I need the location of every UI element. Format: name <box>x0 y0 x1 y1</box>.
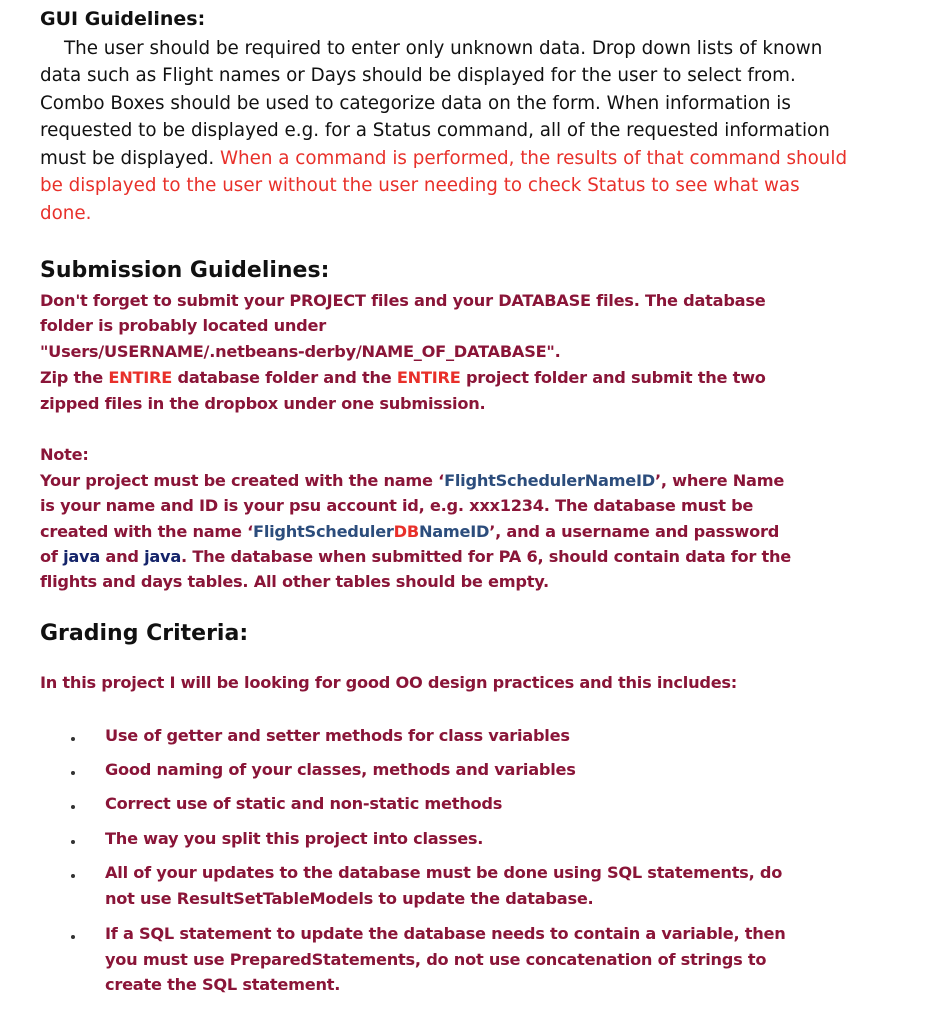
submission-line: Don't forget to submit your PROJECT files and your DATABASE files. The database <box>40 291 766 310</box>
gui-guidelines-heading: GUI Guidelines: <box>40 8 206 30</box>
bullet-icon <box>71 840 75 844</box>
note-line: flights and days tables. All other tables should be empty. <box>40 572 549 591</box>
db-name-highlight: DB <box>393 522 419 541</box>
note-line <box>40 547 791 566</box>
list-item-text: If a SQL statement to update the database needs to contain a variable, then <box>105 924 786 943</box>
list-item-text: Use of getter and setter methods for class variables <box>105 726 570 745</box>
grading-intro: In this project I will be looking for good OO design practices and this includes: <box>40 673 738 692</box>
note-line: is your name and ID is your psu account id, e.g. xxx1234. The database must be <box>40 496 754 515</box>
highlight: ENTIRE <box>396 368 461 387</box>
gui-line: data such as Flight names or Days should be displayed for the user to select from. <box>40 65 796 86</box>
gui-highlight-line: done. <box>40 203 92 224</box>
bullet-icon <box>71 771 75 775</box>
submission-line: zipped files in the dropbox under one submission. <box>40 394 486 413</box>
gui-highlight-line: be displayed to the user without the user needing to check Status to see what was <box>40 175 800 196</box>
list-item-text: All of your updates to the database must be done using SQL statements, do <box>105 863 783 882</box>
text: created with the name ‘ <box>40 522 254 541</box>
list-item-text: not use ResultSetTableModels to update the database. <box>105 888 594 908</box>
note-line <box>40 471 784 490</box>
list-item-text: Good naming of your classes, methods and variables <box>105 760 576 779</box>
bullet-icon <box>71 737 75 741</box>
submission-line <box>40 368 766 387</box>
text: of <box>40 547 64 566</box>
gui-line <box>40 148 847 169</box>
submission-line: "Users/USERNAME/.netbeans-derby/NAME_OF_DATABASE". <box>40 342 561 361</box>
text: . The database when submitted for PA 6, should contain data for the <box>181 547 792 566</box>
text: Zip the <box>40 368 109 387</box>
text: ’, and a username and password <box>489 522 780 541</box>
text: Your project must be created with the name ‘ <box>40 471 445 490</box>
highlight: ENTIRE <box>108 368 173 387</box>
text: ’, where Name <box>655 471 785 490</box>
db-name: FlightScheduler <box>253 522 394 541</box>
gui-line: Combo Boxes should be used to categorize data on the form. When information is <box>40 93 791 114</box>
note-line <box>40 522 779 541</box>
gui-line: requested to be displayed e.g. for a Status command, all of the requested information <box>40 120 830 141</box>
text: database folder and the <box>172 368 397 387</box>
project-name: FlightSchedulerNameID <box>444 471 655 490</box>
list-item-text: The way you split this project into classes. <box>105 829 484 848</box>
username: java <box>63 547 101 566</box>
note-heading: Note: <box>40 445 89 464</box>
password: java <box>144 547 182 566</box>
text: project folder and submit the two <box>460 368 766 387</box>
list-item-text: Correct use of static and non-static methods <box>105 794 503 813</box>
gui-highlight-text: When a command is performed, the results of that command should <box>219 148 848 169</box>
submission-line: folder is probably located under <box>40 316 326 335</box>
list-item-text: you must use PreparedStatements, do not use concatenation of strings to <box>105 949 767 969</box>
text: and <box>100 547 145 566</box>
gui-line: The user should be required to enter only unknown data. Drop down lists of known <box>64 38 823 59</box>
bullet-icon <box>71 805 75 809</box>
bullet-icon <box>71 935 75 939</box>
submission-heading: Submission Guidelines: <box>40 258 330 283</box>
grading-heading: Grading Criteria: <box>40 621 249 646</box>
list-item-text: create the SQL statement. <box>105 975 341 994</box>
gui-text: must be displayed. <box>40 148 220 169</box>
db-name: NameID <box>418 522 490 541</box>
bullet-icon <box>71 874 75 878</box>
